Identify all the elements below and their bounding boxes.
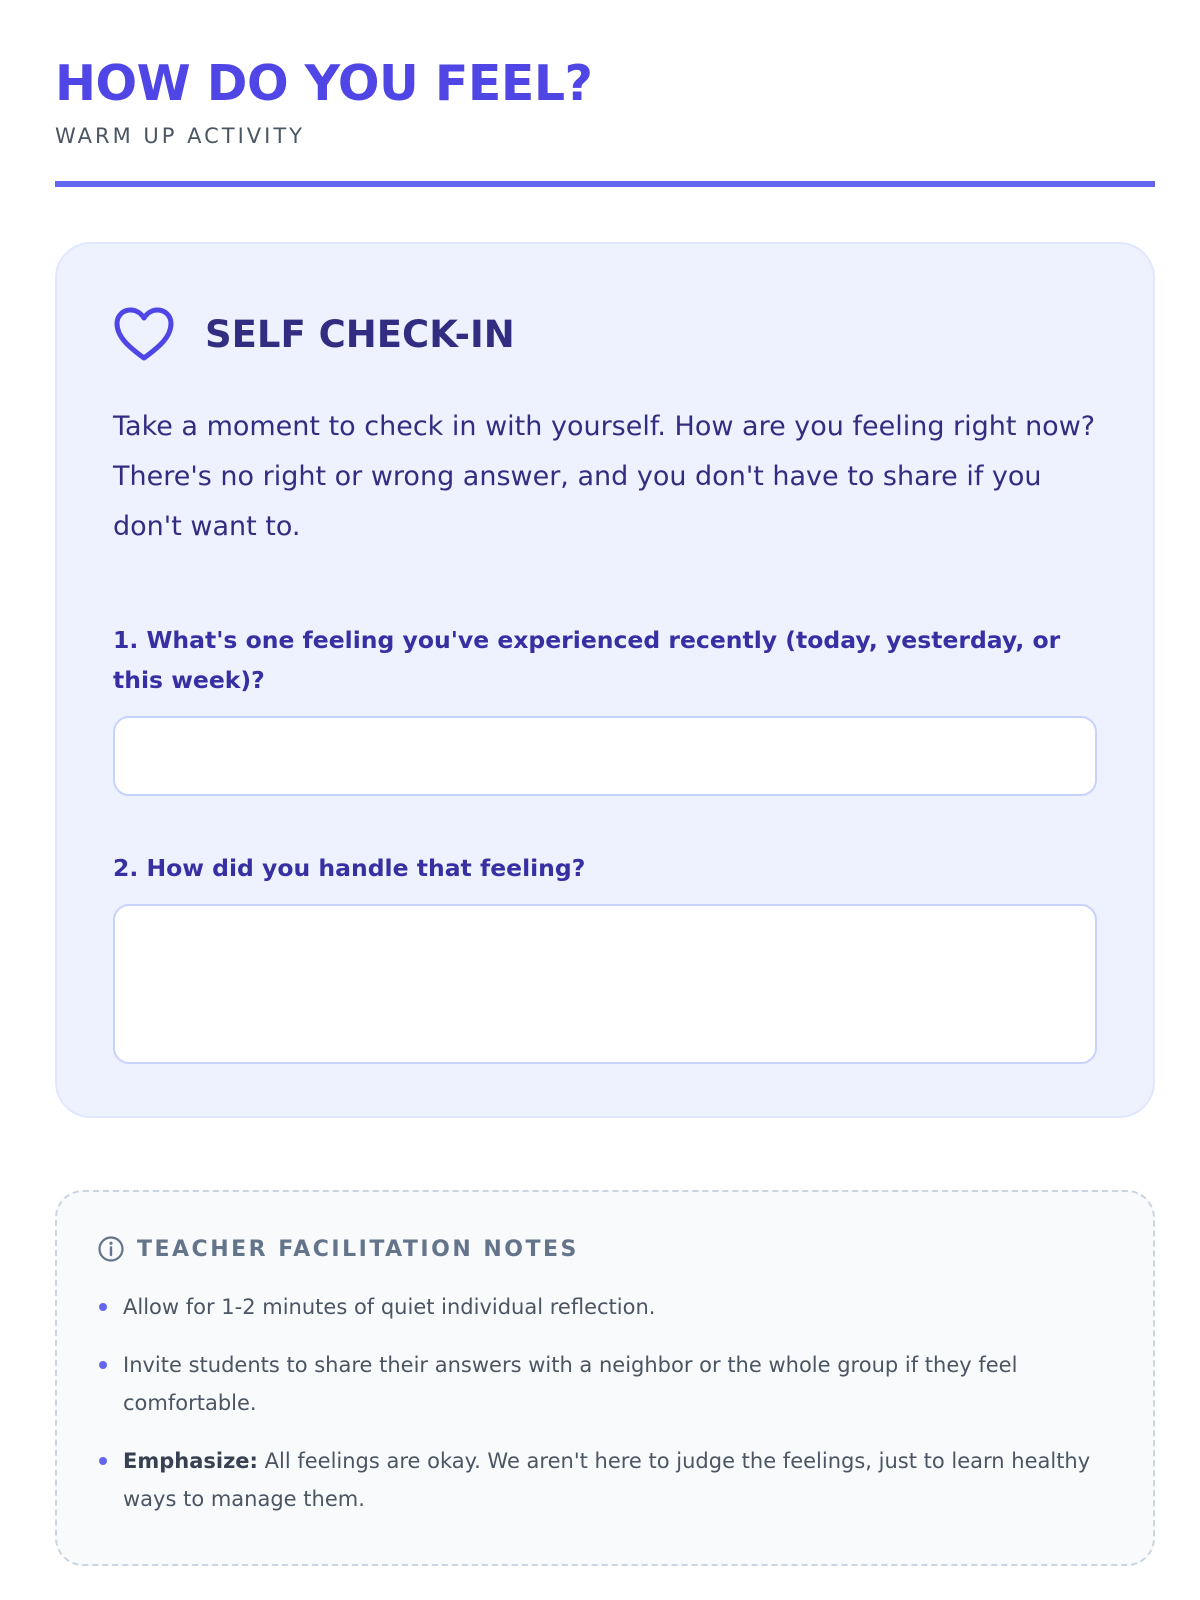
page-title: HOW DO YOU FEEL? [55, 55, 593, 112]
note-text: Allow for 1-2 minutes of quiet individual reflection. [123, 1295, 656, 1319]
teacher-notes-header [97, 1234, 579, 1264]
question-1-answer-field[interactable] [113, 716, 1097, 796]
note-item [97, 1288, 1107, 1326]
info-icon [97, 1235, 125, 1263]
note-emphasis-prefix: Emphasize: [123, 1449, 258, 1473]
question-2-answer-field[interactable] [113, 904, 1097, 1064]
header-divider [55, 181, 1155, 187]
page-subtitle: WARM UP ACTIVITY [55, 124, 305, 148]
note-text: Invite students to share their answers with a neighbor or the whole group if they feel comfortable. [123, 1353, 1018, 1415]
teacher-notes-title: TEACHER FACILITATION NOTES [137, 1236, 579, 1262]
teacher-notes-panel [55, 1190, 1155, 1566]
note-item [97, 1442, 1107, 1518]
question-2-label: 2. How did you handle that feeling? [113, 854, 586, 882]
card-title: SELF CHECK-IN [205, 312, 515, 356]
card-header [113, 306, 515, 362]
question-1-label: 1. What's one feeling you've experienced recently (today, yesterday, or this week)? [113, 626, 1061, 694]
teacher-notes-list [97, 1288, 1107, 1538]
self-check-in-card [55, 242, 1155, 1118]
note-text: All feelings are okay. We aren't here to judge the feelings, just to learn healthy ways to manage them. [123, 1449, 1091, 1511]
heart-icon [113, 306, 175, 362]
bullet-icon [99, 1361, 107, 1369]
bullet-icon [99, 1303, 107, 1311]
note-item [97, 1346, 1107, 1422]
bullet-icon [99, 1457, 107, 1465]
card-intro-text: Take a moment to check in with yourself. How are you feeling right now? There's no right or wrong answer, and you don't have to share if you don't want to. [113, 411, 1096, 542]
